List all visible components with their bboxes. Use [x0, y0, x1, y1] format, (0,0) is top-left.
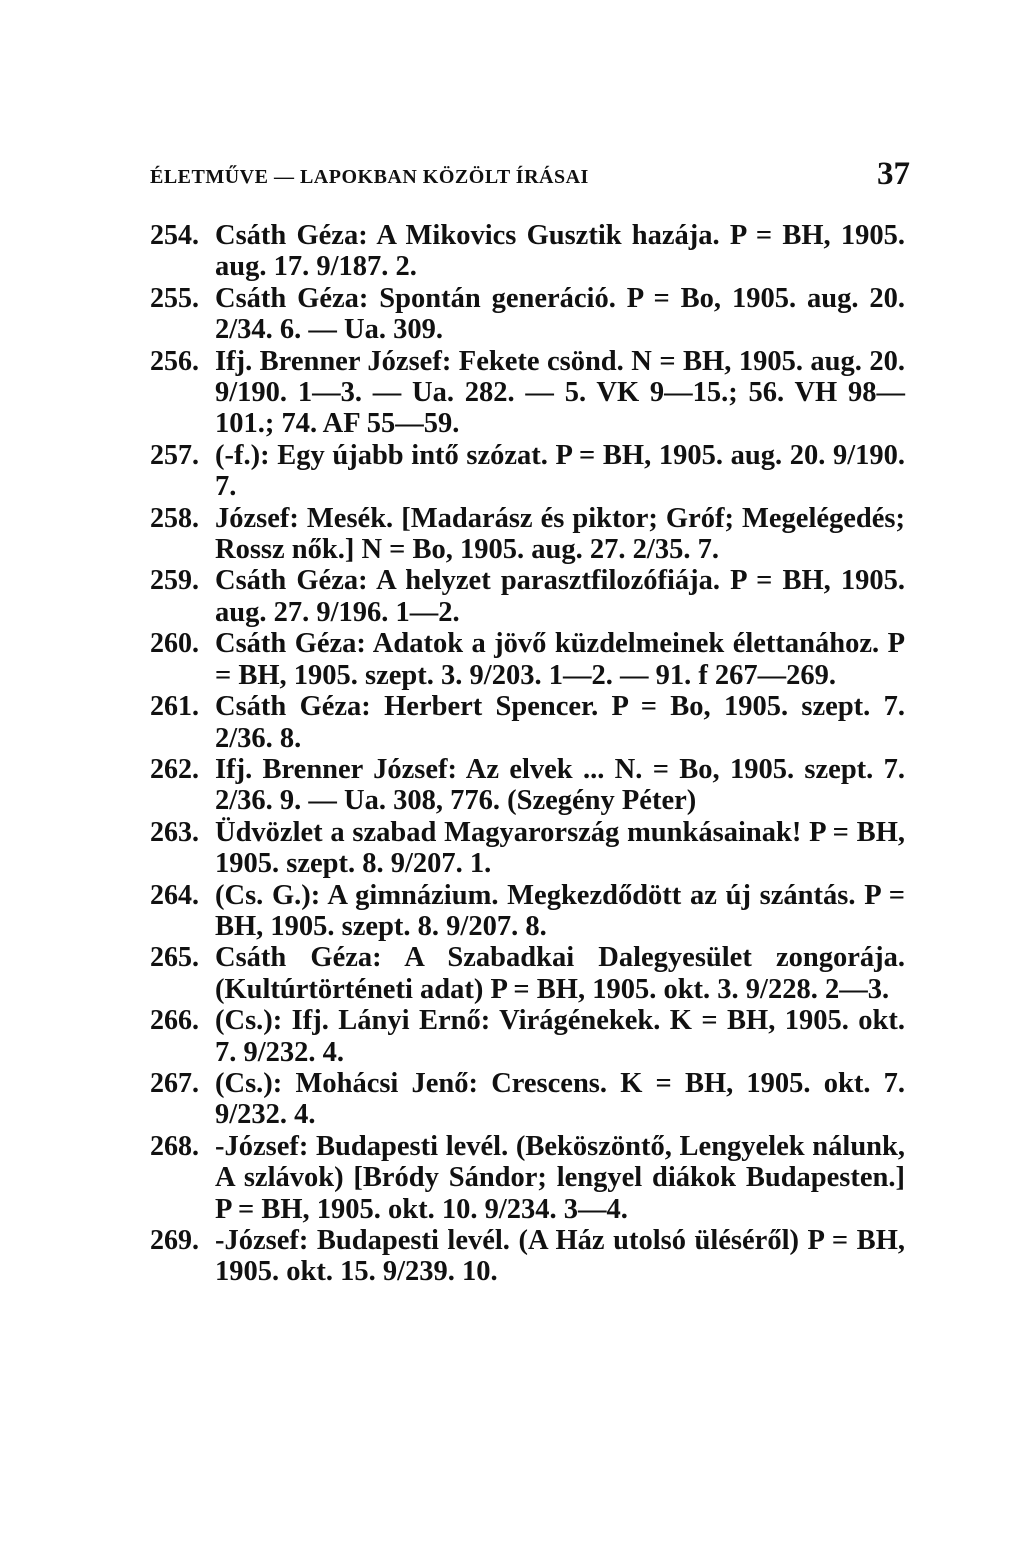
entry-text: Ifj. Brenner József: Az elvek ... N. = Bo, 1905. szept. 7. 2/36. 9. — Ua. 308, 776. (Szegény Péter) [215, 753, 905, 817]
entry-text: József: Mesék. [Madarász és piktor; Gróf; Megelégedés; Rossz nők.] N = Bo, 1905. aug. 27. 2/35. 7. [215, 502, 905, 566]
entry-number: 255. [150, 282, 199, 314]
entry-text: Csáth Géza: A Mikovics Gusztik hazája. P = BH, 1905. aug. 17. 9/187. 2. [215, 220, 905, 283]
entry-number: 267. [150, 1067, 199, 1099]
entry-text: (Cs. G.): A gimnázium. Megkezdődött az új szántás. P = BH, 1905. szept. 8. 9/207. 8. [215, 879, 905, 942]
entry-number: 263. [150, 816, 199, 848]
bibliography-entry [150, 628, 908, 691]
entry-number: 259. [150, 565, 199, 597]
entry-number: 262. [150, 753, 199, 785]
bibliography-entry [150, 880, 908, 943]
bibliography-entry [150, 817, 908, 880]
entry-text: -József: Budapesti levél. (A Ház utolsó üléséről) P = BH, 1905. okt. 15. 9/239. 10. [215, 1225, 905, 1288]
running-title: ÉLETMŰVE — LAPOKBAN KÖZÖLT ÍRÁSAI [150, 166, 589, 188]
entry-number: 266. [150, 1005, 199, 1037]
entry-text: (Cs.): Mohácsi Jenő: Crescens. K = BH, 1905. okt. 7. 9/232. 4. [215, 1067, 905, 1131]
entry-text: (-f.): Egy újabb intő szózat. P = BH, 1905. aug. 20. 9/190. 7. [215, 439, 905, 503]
entry-text: Csáth Géza: A helyzet parasztfilozófiája. P = BH, 1905. aug. 27. 9/196. 1—2. [215, 565, 905, 628]
bibliography-entry [150, 1225, 908, 1288]
entry-text: Üdvözlet a szabad Magyarország munkásainak! P = BH, 1905. szept. 8. 9/207. 1. [215, 816, 905, 880]
entry-number: 269. [150, 1225, 199, 1256]
bibliography-entry [150, 346, 908, 440]
entry-number: 254. [150, 220, 199, 251]
bibliography-entry [150, 220, 908, 283]
entry-number: 268. [150, 1130, 199, 1162]
entry-number: 264. [150, 879, 199, 911]
bibliography-entry [150, 1068, 908, 1131]
entry-number: 257. [150, 439, 199, 471]
entry-text: Csáth Géza: Spontán generáció. P = Bo, 1905. aug. 20. 2/34. 6. — Ua. 309. [215, 282, 905, 346]
entry-text: -József: Budapesti levél. (Beköszöntő, Lengyelek nálunk, A szlávok) [Bródy Sándor; lengyel diákok Budapesten.] P = BH, 1905. okt. 10. 9/234. 3—4. [215, 1130, 905, 1225]
page-number: 37 [877, 156, 910, 192]
bibliography-entry [150, 691, 908, 754]
running-header [150, 152, 910, 202]
entry-number: 261. [150, 691, 199, 723]
bibliography-entry [150, 754, 908, 817]
bibliography-list [150, 220, 908, 1288]
entry-number: 265. [150, 942, 199, 974]
bibliography-entry [150, 283, 908, 346]
entry-text: Csáth Géza: A Szabadkai Dalegyesület zongorája. (Kultúrtörténeti adat) P = BH, 1905. okt. 3. 9/228. 2—3. [215, 942, 905, 1005]
bibliography-entry [150, 503, 908, 566]
entry-number: 258. [150, 502, 199, 534]
entry-number: 256. [150, 345, 199, 377]
entry-text: Csáth Géza: Adatok a jövő küzdelmeinek élettanához. P = BH, 1905. szept. 3. 9/203. 1—2. — 91. f 267—269. [215, 628, 905, 691]
entry-text: (Cs.): Ifj. Lányi Ernő: Virágénekek. K = BH, 1905. okt. 7. 9/232. 4. [215, 1005, 905, 1068]
entry-text: Csáth Géza: Herbert Spencer. P = Bo, 1905. szept. 7. 2/36. 8. [215, 691, 905, 754]
bibliography-entry [150, 565, 908, 628]
bibliography-entry [150, 440, 908, 503]
bibliography-entry [150, 942, 908, 1005]
bibliography-entry [150, 1005, 908, 1068]
entry-text: Ifj. Brenner József: Fekete csönd. N = BH, 1905. aug. 20. 9/190. 1—3. — Ua. 282. — 5. VK 9—15.; 56. VH 98—101.; 74. AF 55—59. [215, 345, 905, 440]
entry-number: 260. [150, 628, 199, 660]
bibliography-entry [150, 1131, 908, 1225]
